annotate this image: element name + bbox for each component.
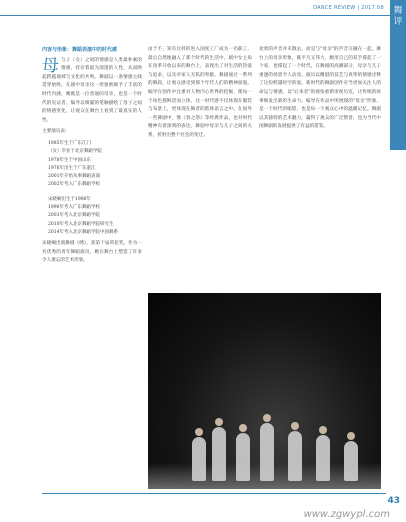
site-watermark: www.zgwypl.com bbox=[303, 509, 390, 520]
dancer-head bbox=[195, 428, 203, 436]
intro-paragraph bbox=[42, 57, 142, 126]
column-2 bbox=[148, 46, 252, 141]
page-header bbox=[0, 4, 390, 18]
running-title: DANCE REVIEW | 2017.08 bbox=[313, 5, 384, 11]
role-line: 1976年出生于广东湛江 bbox=[48, 165, 96, 171]
dancer-head bbox=[239, 424, 247, 432]
stage-performance-photo bbox=[148, 293, 381, 489]
role-line: 2014年考入北京舞蹈学院中国舞系 bbox=[48, 229, 118, 235]
dancer-head bbox=[263, 414, 271, 422]
dancer-figure bbox=[344, 441, 358, 481]
role-line: 1978年生于中国山东 bbox=[48, 157, 91, 163]
role-line: 2003年考入北京舞蹈学院 bbox=[48, 213, 100, 219]
dancer-head bbox=[319, 426, 327, 434]
column-3-text: 欢欣的声音并未散去，而是与"母亲"的声音交融在一起。舞台上的母亲形象，既平凡又伟大，她用自己的双手撑起了一个家，也撑起了一个时代。在舞剧的高潮部分，母亲与儿子重逢的场景令人动容。演员以精湛的技艺与真挚的情感诠释了这份跨越时空的爱。新时代的舞剧创作应当更加关注人的命运与情感，以"后来者"的视角重新审视历史，让传统的故事焕发出新的生命力。编导在作品中所展现的"母亲"形象，是一个时代的缩影，也是每一个观众心中的温暖记忆。舞剧以其独特的艺术魅力，赢得了观众的广泛赞誉，也为当代中国舞剧的发展提供了有益的借鉴。 bbox=[259, 47, 381, 130]
intro-text: 与子（女）之间的情感是人类最朴素的情感，持存着最为深邃的人性，从而唤起跨越地域与文化的共鸣。舞剧以一条情感主线贯穿始终，在剧中母亲这一形象被赋予了丰富的时代内涵，她既是一位普通的母亲，也是一个时代的见证者。编导以细腻的笔触描绘了母子之间的情感变化，让观众在舞台上看到了最真实的人性。 bbox=[42, 57, 142, 123]
role-line: 宋晓娴出生于1986年 bbox=[48, 196, 91, 202]
dancer-figure bbox=[316, 435, 330, 481]
side-tab-label: 舞评 bbox=[393, 6, 403, 27]
roles-intro: 主要演员表： bbox=[42, 129, 70, 135]
closing-paragraph: 宋晓娴出演舞剧《绣》，获第十届荷花奖。作为一名优秀的青年舞蹈演员，她在舞台上塑造了许多令人难忘的艺术形象。 bbox=[42, 241, 142, 264]
role-line: 2010年考入北京舞蹈学院研究生 bbox=[48, 221, 114, 227]
page-number: 43 bbox=[387, 496, 400, 506]
dancer-figure bbox=[192, 437, 206, 481]
role-line: 1996年考入广东舞蹈学校 bbox=[48, 205, 100, 211]
header-rule bbox=[0, 15, 390, 16]
dancer-figure bbox=[260, 423, 274, 481]
section-heading: 内容与形象：舞蹈表演中的时代感 bbox=[42, 47, 118, 53]
drop-cap: 母 bbox=[42, 55, 59, 76]
role-line: （女）毕业于北京舞蹈学院 bbox=[48, 149, 102, 155]
dancer-figure bbox=[212, 427, 226, 481]
role-line: 2001年开始从事舞蹈表演 bbox=[48, 174, 100, 180]
dancer-head bbox=[215, 418, 223, 426]
role-line: 1985年生于广东江门 bbox=[48, 140, 91, 146]
column-1 bbox=[42, 46, 142, 266]
dancer-head bbox=[291, 422, 299, 430]
roles-list bbox=[48, 140, 142, 237]
dancer-head bbox=[347, 432, 355, 440]
column-3 bbox=[259, 46, 381, 132]
side-tab bbox=[390, 0, 406, 150]
dancer-figure bbox=[288, 431, 302, 481]
role-line: 2002年考入广东舞蹈学校 bbox=[48, 182, 100, 188]
column-2-text: 由于不，知有这样的进入国度工厂成为一名职工，最后自然地融入了那个时代的生活中。剧中女主角在改革开放以来的舞台上，表现出了对生活的热爱与追求，以及对家人无私的奉献。舞剧通过一系列的舞段，让观众感受到那个年代人们的精神面貌。编导在创作中注重对人物内心世界的挖掘，使每一个角色都鲜活而立体。这一时代感不仅体现在服装与布景上，更体现在舞者的肢体语言之中。在国外一些舞剧中，像《春之祭》等经典作品，也对时代精神有着深刻的表达。舞剧中母亲与儿子之间的关系，折射出整个社会的变迁。 bbox=[148, 47, 252, 138]
dancer-figure bbox=[236, 433, 250, 481]
footer-rule bbox=[42, 493, 386, 494]
